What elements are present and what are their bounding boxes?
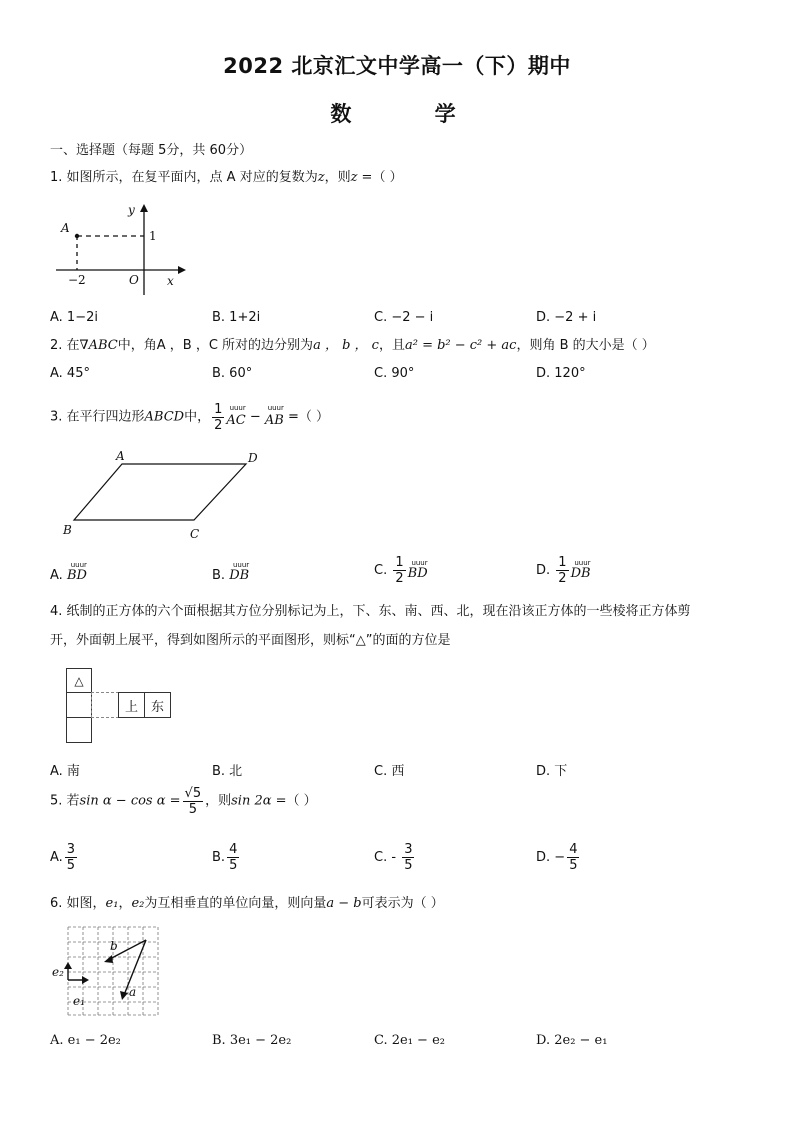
q4-option-c[interactable]: C. 西 — [374, 764, 405, 779]
q5-option-b-label: B. — [212, 850, 226, 865]
q3-option-c-vector — [408, 560, 428, 581]
q3-stem-mid: 中， — [184, 409, 211, 425]
q6-sep: ， — [118, 896, 132, 911]
q3-option-c-num: 1 — [395, 555, 404, 570]
q3-option-c-fraction — [393, 555, 405, 586]
net-face-triangle: △ — [66, 668, 92, 693]
label-y: y — [128, 203, 135, 217]
q4-option-b[interactable]: B. 北 — [212, 764, 243, 779]
q5-option-a-label: A. — [50, 850, 63, 865]
q6-stem — [50, 895, 444, 913]
section-heading: 一、选择题（每题 5分，共 60分） — [50, 143, 253, 158]
vertex-b: B — [63, 523, 72, 537]
q3-stem — [50, 402, 329, 433]
point-a — [75, 234, 79, 238]
q3-option-a-label: A. — [50, 568, 63, 583]
label-a: A — [61, 221, 70, 235]
q3-option-d-fraction — [556, 555, 568, 586]
q5-option-c-fraction — [402, 842, 414, 873]
q3-vector-ac — [226, 405, 245, 431]
q6-e2: e₂ — [131, 896, 145, 911]
q5-option-d-den: 5 — [569, 858, 578, 873]
q3-stem-end: =（ ） — [283, 409, 330, 425]
q3-parallelogram-figure — [60, 448, 270, 543]
q1-option-b[interactable]: B. 1+2i — [212, 310, 261, 325]
vector-b-arrow-icon — [104, 955, 113, 963]
q5-option-d-label: D. — [536, 850, 551, 865]
q3-vec-marks-ac: uuur — [229, 403, 246, 412]
q1-eq: z = — [350, 170, 373, 185]
q3-option-c-expr: BD — [407, 566, 428, 581]
q3-expr-ab: AB — [264, 412, 284, 428]
label-b: b — [110, 939, 118, 953]
q1-option-c[interactable]: C. −2 − i — [374, 310, 434, 325]
q6-option-a[interactable]: A. e₁ − 2e₂ — [50, 1033, 121, 1048]
page-title: 2022 北京汇文中学高一（下）期中 — [223, 54, 571, 78]
q4-option-d[interactable]: D. 下 — [536, 764, 568, 779]
q5-option-a-fraction — [65, 842, 77, 873]
q5-fraction — [183, 786, 204, 817]
tick-x-neg2: −2 — [68, 273, 86, 287]
net-face-dashed — [91, 692, 119, 718]
q3-option-a-vector — [67, 562, 87, 583]
q5-frac-den: 5 — [188, 802, 197, 817]
label-origin: O — [129, 273, 139, 287]
q3-option-d-num: 1 — [558, 555, 567, 570]
q1-option-d[interactable]: D. −2 + i — [536, 310, 597, 325]
q5-option-c-den: 5 — [404, 858, 413, 873]
q5-option-b-num: 4 — [229, 842, 238, 857]
q5-option-c-sign: - — [391, 850, 397, 865]
label-x: x — [167, 274, 174, 288]
q2-stem — [50, 337, 655, 355]
vector-a-arrow-icon — [120, 991, 128, 1000]
vertex-a: A — [116, 449, 125, 463]
q3-frac-num: 1 — [214, 402, 223, 417]
q3-option-c-den: 2 — [395, 571, 404, 586]
q2-cond-pre: ，且 — [378, 338, 405, 353]
net-face-up: 上 — [118, 692, 145, 718]
q1-stem-mid: ，则 — [324, 170, 351, 185]
q5-option-a-den: 5 — [66, 858, 76, 873]
vertex-c: C — [190, 527, 200, 541]
q1-complex-plane-figure — [50, 200, 190, 300]
q5-option-b-den: 5 — [229, 858, 238, 873]
q5-option-d-fraction — [567, 842, 579, 873]
q5-option-a-num: 3 — [66, 842, 76, 857]
q2-triangle: ∇ABC — [79, 338, 118, 353]
q2-stem-text: 2. 在 — [50, 338, 80, 353]
q6-stem-mid: 为互相垂直的单位向量，则向量 — [144, 896, 327, 911]
q1-stem-end: （ ） — [372, 170, 403, 185]
q5-expr2: sin 2α = — [231, 793, 287, 809]
q5-stem-end: （ ） — [286, 793, 317, 809]
q3-option-a[interactable] — [50, 562, 87, 583]
q3-option-d[interactable] — [536, 555, 591, 586]
q5-option-d-sign: − — [554, 850, 566, 865]
q3-shape: ABCD — [144, 409, 185, 425]
q3-option-d-marks: uuur — [574, 559, 591, 567]
q5-option-c-label: C. — [374, 850, 388, 865]
q5-stem-text: 5. 若 — [50, 793, 80, 809]
vector-e1-arrow-icon — [82, 976, 89, 984]
q3-option-c[interactable] — [374, 555, 428, 586]
q2-vars: a ， b ， c — [313, 338, 379, 353]
q5-stem-mid: ，则 — [205, 793, 232, 809]
label-a: a — [129, 985, 137, 999]
q1-stem — [50, 169, 403, 187]
q4-stem-line2: 开，外面朝上展平，得到如图所示的平面图形，则标“△”的面的方位是 — [50, 633, 451, 648]
q5-option-a[interactable] — [50, 842, 79, 873]
q6-stem-text: 6. 如图， — [50, 896, 106, 911]
label-e2: e₂ — [52, 965, 64, 979]
q2-option-b[interactable]: B. 60° — [212, 366, 253, 381]
q3-option-b[interactable] — [212, 562, 249, 583]
parallelogram — [74, 464, 246, 520]
net-face-bottom — [66, 717, 92, 743]
q2-option-a[interactable]: A. 45° — [50, 366, 90, 381]
q2-stem-end: ，则角 B 的大小是（ ） — [516, 338, 655, 353]
q5-expr: sin α − cos α = — [79, 793, 181, 809]
q2-stem-mid: 中，角A ，B ，C 所对的边分别为 — [117, 338, 314, 353]
net-face-middle — [66, 692, 92, 718]
q3-option-a-expr: BD — [66, 568, 87, 583]
q5-frac-num: √5 — [184, 786, 202, 801]
q3-vec-marks-ab: uuur — [267, 403, 284, 412]
q1-option-a[interactable]: A. 1−2i — [50, 310, 98, 325]
q6-e1: e₁ — [105, 896, 119, 911]
q5-option-d-num: 4 — [569, 842, 578, 857]
q1-var: z — [317, 170, 325, 185]
q6-option-d[interactable]: D. 2e₂ − e₁ — [536, 1033, 608, 1048]
q3-option-c-label: C. — [374, 563, 388, 578]
q3-option-d-vector — [571, 560, 591, 581]
q4-option-a[interactable]: A. 南 — [50, 764, 80, 779]
q5-option-b-fraction — [227, 842, 239, 873]
q3-stem-text: 3. 在平行四边形 — [50, 409, 145, 425]
q4-cube-net-figure — [66, 668, 170, 743]
q3-option-d-expr: DB — [570, 566, 591, 581]
q5-option-d[interactable] — [536, 842, 581, 873]
q6-option-b[interactable]: B. 3e₁ − 2e₂ — [212, 1033, 292, 1048]
q5-option-c-num: 3 — [404, 842, 413, 857]
q5-option-b[interactable] — [212, 842, 241, 873]
q3-fraction — [212, 402, 224, 433]
q3-option-d-den: 2 — [558, 571, 567, 586]
vector-e2-arrow-icon — [64, 962, 72, 969]
x-axis-arrow-icon — [178, 266, 186, 274]
q1-stem-text: 1. 如图所示，在复平面内，点 A 对应的复数为 — [50, 170, 318, 185]
q3-expr-ac: AC — [226, 412, 246, 428]
q3-option-c-marks: uuur — [411, 559, 428, 567]
q2-option-c[interactable]: C. 90° — [374, 366, 415, 381]
q3-vector-ab — [265, 405, 284, 431]
q3-option-b-label: B. — [212, 568, 226, 583]
q6-vector-grid-figure — [52, 925, 162, 1017]
y-axis-arrow-icon — [140, 204, 148, 212]
q3-option-d-label: D. — [536, 563, 551, 578]
q3-option-b-expr: DB — [229, 568, 250, 583]
q3-option-b-vector — [229, 562, 249, 583]
q6-option-c[interactable]: C. 2e₁ − e₂ — [374, 1033, 445, 1048]
tick-y-1: 1 — [149, 229, 157, 243]
q5-option-c[interactable] — [374, 842, 416, 873]
q2-option-d[interactable]: D. 120° — [536, 366, 586, 381]
q3-option-a-marks: uuur — [70, 561, 87, 569]
q2-condition: a² = b² − c² + ac — [404, 338, 517, 353]
subject-title: 数 学 — [330, 102, 494, 126]
q3-frac-den: 2 — [214, 418, 223, 433]
q6-expr: a − b — [326, 896, 362, 911]
q3-option-b-marks: uuur — [233, 561, 250, 569]
net-face-east: 东 — [144, 692, 171, 718]
q4-stem-line1: 4. 纸制的正方体的六个面根据其方位分别标记为上，下、东、南、西、北，现在沿该正方体的一些棱将正方体剪 — [50, 604, 691, 619]
q3-expr-op: − — [245, 409, 265, 425]
vertex-d: D — [248, 451, 258, 465]
label-e1: e₁ — [73, 994, 85, 1008]
q6-stem-end: 可表示为（ ） — [361, 896, 444, 911]
q5-stem — [50, 786, 317, 817]
